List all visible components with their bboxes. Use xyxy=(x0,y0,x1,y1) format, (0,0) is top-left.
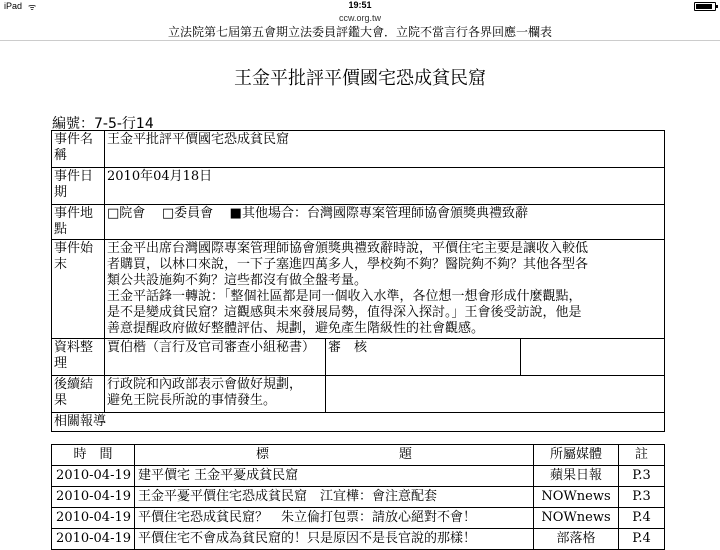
followup-empty xyxy=(326,376,665,413)
report-title-link[interactable]: 平價住宅不會成為貧民窟的！只是原因不是長官說的那樣！ xyxy=(135,529,534,550)
related-reports-label: 相關報導 xyxy=(52,413,665,432)
report-media: 部落格 xyxy=(534,529,619,550)
review-value xyxy=(521,339,665,376)
event-place-label: 事件地點 xyxy=(52,205,105,240)
report-media: NOWnews xyxy=(534,487,619,508)
report-title-link[interactable]: 王金平憂平價住宅恐成貧民窟 江宜樺：會注意配套 xyxy=(135,487,534,508)
detail-line: 類公共設施夠不夠？這些都沒有做全盤考量。 xyxy=(107,273,368,288)
place-option-plenary: □院會 xyxy=(107,206,146,221)
page-title: 王金平批評平價國宅恐成貧民窟 xyxy=(234,68,486,89)
report-date: 2010-04-19 xyxy=(52,466,135,487)
followup xyxy=(105,376,326,413)
place-option-committee: □委員會 xyxy=(161,206,214,221)
table-row[interactable] xyxy=(52,508,665,529)
report-date: 2010-04-19 xyxy=(52,529,135,550)
detail-line: 王金平話鋒一轉說：「整個社區都是同一個收入水準，各位想一想會形成什麼觀點， xyxy=(107,289,582,304)
battery-icon xyxy=(694,2,716,11)
detail-line: 王金平出席台灣國際專案管理師協會頒獎典禮致辭時說，平價住宅主要是讓收入較低 xyxy=(107,241,589,256)
followup-line: 行政院和內政部表示會做好規劃， xyxy=(107,377,303,392)
report-note: P.3 xyxy=(619,466,665,487)
detail-line: 善意提醒政府做好整體評估、規劃，避免產生階級性的社會觀感。 xyxy=(107,321,485,336)
followup-line: 避免王院長所說的事情發生。 xyxy=(107,393,277,408)
report-media: 蘋果日報 xyxy=(534,466,619,487)
report-note: P.4 xyxy=(619,508,665,529)
table-row[interactable] xyxy=(52,466,665,487)
serial-number: 編號：7-5-行14 xyxy=(52,116,154,132)
report-title-link[interactable]: 平價住宅恐成貧民窟？ 朱立倫打包票：請放心絕對不會！ xyxy=(135,508,534,529)
detail-line: 者購買，以林口來說，一下子塞進四萬多人，學校夠不夠？醫院夠不夠？其他各型各 xyxy=(107,257,589,272)
compiler-label: 資料整理 xyxy=(52,339,105,376)
header-note: 註 xyxy=(619,445,665,466)
detail-line: 是不是變成貧民窟？這觀感與未來發展局勢，值得深入探討。」王會後受訪說，他是 xyxy=(107,305,582,320)
report-note: P.4 xyxy=(619,529,665,550)
report-date: 2010-04-19 xyxy=(52,508,135,529)
table-row[interactable] xyxy=(52,487,665,508)
reports-table xyxy=(51,444,665,550)
event-date: 2010年04月18日 xyxy=(105,168,665,205)
address-bar[interactable]: ccw.org.tw xyxy=(0,12,720,24)
status-bar xyxy=(0,0,720,12)
followup-label: 後續結果 xyxy=(52,376,105,413)
review-label: 審 核 xyxy=(326,339,521,376)
report-media: NOWnews xyxy=(534,508,619,529)
event-detail xyxy=(105,240,665,339)
wifi-icon: ᯤ xyxy=(28,2,37,12)
header-media: 所屬媒體 xyxy=(534,445,619,466)
event-place xyxy=(105,205,665,240)
report-date: 2010-04-19 xyxy=(52,487,135,508)
reports-header-row xyxy=(52,445,665,466)
device-name: iPad xyxy=(4,1,23,11)
report-note: P.3 xyxy=(619,487,665,508)
event-name: 王金平批評平價國宅恐成貧民窟 xyxy=(105,131,665,168)
report-title-link[interactable]: 建平價宅 王金平憂成貧民窟 xyxy=(135,466,534,487)
event-name-label: 事件名稱 xyxy=(52,131,105,168)
table-row[interactable] xyxy=(52,529,665,550)
header-title: 標 題 xyxy=(135,445,534,466)
event-detail-label: 事件始末 xyxy=(52,240,105,339)
event-date-label: 事件日期 xyxy=(52,168,105,205)
header-date: 時 間 xyxy=(52,445,135,466)
clock: 19:51 xyxy=(348,0,372,10)
place-option-other: ■其他場合：台灣國際專案管理師協會頒獎典禮致辭 xyxy=(229,206,528,221)
compiler: 賈伯楷（言行及官司審查小組秘書） xyxy=(105,339,326,376)
event-table xyxy=(51,130,665,432)
site-banner: 立法院第七屆第五會期立法委員評鑑大會．立院不當言行各界回應一欄表 xyxy=(0,24,720,41)
